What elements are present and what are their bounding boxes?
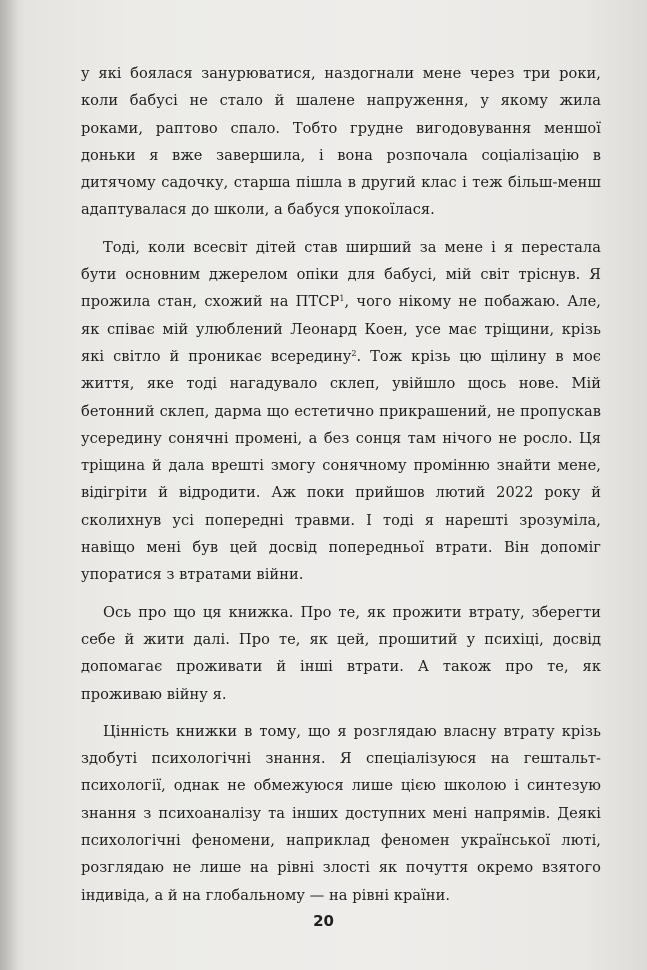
paragraph-2-part-1: Тоді, коли всесвіт дітей став ширший за мене і я перестала бути основним джерелом опіки для бабусі, мій світ тріснув. Я прожила стан, схожий на ПТСР [81, 238, 601, 311]
page-number: 20 [313, 912, 334, 930]
footnote-ref-1: 1 [339, 294, 345, 304]
paragraph-2-part-2: , чого нікому не побажаю. Але, як співає мій улюблений Леонард Коен, усе має тріщини, крізь які світло й проникає всередину [81, 293, 601, 365]
paragraph-1: у які боялася занурюватися, наздогнали мене через три роки, коли бабусі не стало й шалене напруження, у якому жила роками, раптово спало. Тобто грудне вигодовування меншої доньки я вже завершила, і вона розпочала соціалізацію в дитячому садочку, старша пішла в другий клас і теж більш-менш адаптувалася до школи, а бабуся упокоїлася. [81, 65, 601, 219]
paragraph-2 [81, 234, 601, 589]
paragraph-2-part-3: . Тож крізь цю щілину в моє життя, яке тоді нагадувало склеп, увійшло щось нове. Мій бетонний склеп, дарма що естетично прикрашений, не пропускав усередину сонячні промені, а без сонця там нічого не росло. Ця тріщина й дала врешті змогу сонячному промінню знайти мене, відігріти й відродити. Аж поки прийшов лютий 2022 року й сколихнув усі попередні травми. І тоді я нарешті зрозуміла, навіщо мені був цей досвід попередньої втрати. Він допоміг упоратися з втратами війни. [81, 347, 602, 584]
paragraph-3: Ось про що ця книжка. Про те, як прожити втрату, зберегти себе й жити далі. Про те, як цей, прошитий у психіці, досвід допомагає проживати й інші втрати. А також про те, як проживаю війну я. [81, 603, 601, 703]
body-text [81, 60, 601, 909]
footnote-ref-2: 2 [351, 348, 357, 358]
page-binding-shadow [0, 0, 18, 970]
paragraph-4: Цінність книжки в тому, що я розглядаю власну втрату крізь здобуті психологічні знання. Я спеціалізуюся на гештальт-психології, однак не обмежуюся лише цією школою і синтезую знання з психоаналізу та інших доступних мені напрямів. Деякі психологічні феномени, наприклад феномен української люті, розглядаю не лише на рівні злості як почуття окремо взятого індивіда, а й на глобальному — на рівні країни. [81, 722, 601, 904]
